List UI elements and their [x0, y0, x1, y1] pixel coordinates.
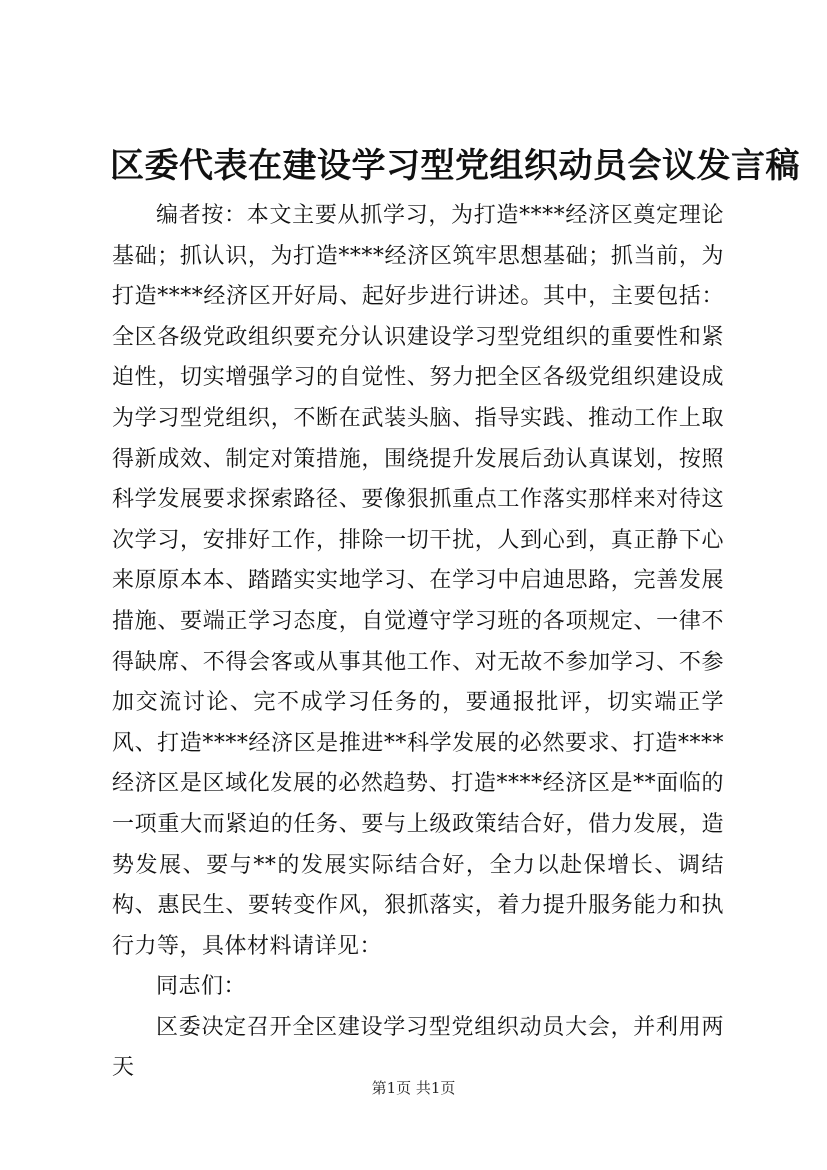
- page-footer: 第1页 共1页: [371, 1079, 456, 1097]
- document-body: [112, 196, 724, 1089]
- body-paragraph: 区委决定召开全区建设学习型党组织动员大会，并利用两天: [112, 1014, 724, 1081]
- salutation-paragraph: 同志们：: [156, 974, 247, 1000]
- editor-note-paragraph: 编者按：本文主要从抓学习，为打造****经济区奠定理论基础；抓认识，为打造****经济区筑牢思想基础；抓当前，为打造****经济区开好局、起好步进行讲述。其中，主要包括：全区各级党政组织要充分认识建设学习型党组织的重要性和紧迫性，切实增强学习的自觉性、努力把全区各级党组织建设成为学习型党组织，不断在武装头脑、指导实践、推动工作上取得新成效、制定对策措施，围绕提升发展后劲认真谋划，按照科学发展要求探索路径、要像狠抓重点工作落实那样来对待这次学习，安排好工作，排除一切干扰，人到心到，真正静下心来原原本本、踏踏实实地学习、在学习中启迪思路，完善发展措施、要端正学习态度，自觉遵守学习班的各项规定、一律不得缺席、不得会客或从事其他工作、对无故不参加学习、不参加交流讨论、完不成学习任务的，要通报批评，切实端正学风、打造****经济区是推进**科学发展的必然要求、打造****经济区是区域化发展的必然趋势、打造****经济区是**面临的一项重大而紧迫的任务、要与上级政策结合好，借力发展，造势发展、要与**的发展实际结合好，全力以赴保增长、调结构、惠民生、要转变作风，狠抓落实，着力提升服务能力和执行力等，具体材料请详见：: [112, 203, 724, 959]
- document-title: 区委代表在建设学习型党组织动员会议发言稿: [110, 146, 800, 186]
